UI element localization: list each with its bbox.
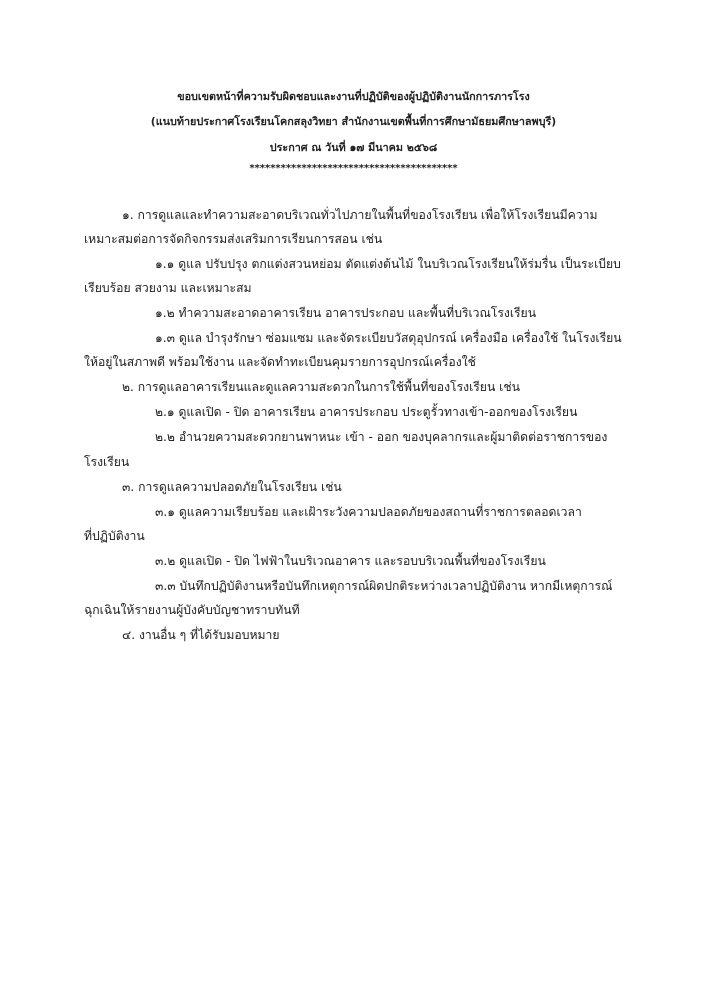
item-1-3: ๑.๓ ดูแล บำรุงรักษา ซ่อมแซม และจัดระเบียบวัสดุอุปกรณ์ เครื่องมือ เครื่องใช้ ในโรงเรียน <box>155 331 622 345</box>
item-3-3-cont: ฉุกเฉินให้รายงานผู้บังคับบัญชาทราบทันที <box>84 603 300 617</box>
item-1-3-cont: ให้อยู่ในสภาพดี พร้อมใช้งาน และจัดทำทะเบียนคุมรายการอุปกรณ์เครื่องใช้ <box>84 355 476 369</box>
section-3-heading: ๓. การดูแลความปลอดภัยในโรงเรียน เช่น <box>122 480 342 494</box>
item-3-3: ๓.๓ บันทึกปฏิบัติงานหรือบันทึกเหตุการณ์ผิดปกติระหว่างเวลาปฏิบัติงาน หากมีเหตุการณ์ <box>155 579 613 593</box>
item-2-1: ๒.๑ ดูแลเปิด - ปิด อาคารเรียน อาคารประกอบ ประตูรั้วทางเข้า-ออกของโรงเรียน <box>155 405 578 419</box>
item-2-2-cont: โรงเรียน <box>84 455 130 469</box>
separator-line: **************************************** <box>249 163 458 174</box>
announcement-date: ประกาศ ณ วันที่ ๑๗ มีนาคม ๒๕๖๘ <box>269 141 438 154</box>
document-title: ขอบเขตหน้าที่ความรับผิดชอบและงานที่ปฏิบัติของผู้ปฏิบัติงานนักการภารโรง <box>177 90 530 103</box>
item-1-1: ๑.๑ ดูแล ปรับปรุง ตกแต่งสวนหย่อม ตัดแต่งต้นไม้ ในบริเวณโรงเรียนให้ร่มรื่น เป็นระเบียบ <box>155 257 621 271</box>
section-4-heading: ๔. งานอื่น ๆ ที่ได้รับมอบหมาย <box>122 628 280 642</box>
item-1-2: ๑.๒ ทำความสะอาดอาคารเรียน อาคารประกอบ และพื้นที่บริเวณโรงเรียน <box>155 306 537 320</box>
item-2-2: ๒.๒ อำนวยความสะดวกยานพาหนะ เข้า - ออก ของบุคลากรและผู้มาติดต่อราชการของ <box>155 430 608 444</box>
item-1-1-cont: เรียบร้อย สวยงาม และเหมาะสม <box>84 281 252 295</box>
item-3-1: ๓.๑ ดูแลความเรียบร้อย และเฝ้าระวังความปลอดภัยของสถานที่ราชการตลอดเวลา <box>155 505 582 519</box>
section-1-heading-cont: เหมาะสมต่อการจัดกิจกรรมส่งเสริมการเรียนการสอน เช่น <box>84 232 383 246</box>
item-3-1-cont: ที่ปฏิบัติงาน <box>84 529 145 543</box>
document-subtitle: (แนบท้ายประกาศโรงเรียนโคกสลุงวิทยา สำนักงานเขตพื้นที่การศึกษามัธยมศึกษาลพบุรี) <box>150 115 557 128</box>
item-3-2: ๓.๒ ดูแลเปิด - ปิด ไฟฟ้าในบริเวณอาคาร และรอบบริเวณพื้นที่ของโรงเรียน <box>155 554 546 568</box>
section-2-heading: ๒. การดูแลอาคารเรียนและดูแลความสะดวกในการใช้พื้นที่ของโรงเรียน เช่น <box>122 380 520 394</box>
section-1-heading: ๑. การดูแลและทำความสะอาดบริเวณทั่วไปภายในพื้นที่ของโรงเรียน เพื่อให้โรงเรียนมีความ <box>122 208 598 222</box>
